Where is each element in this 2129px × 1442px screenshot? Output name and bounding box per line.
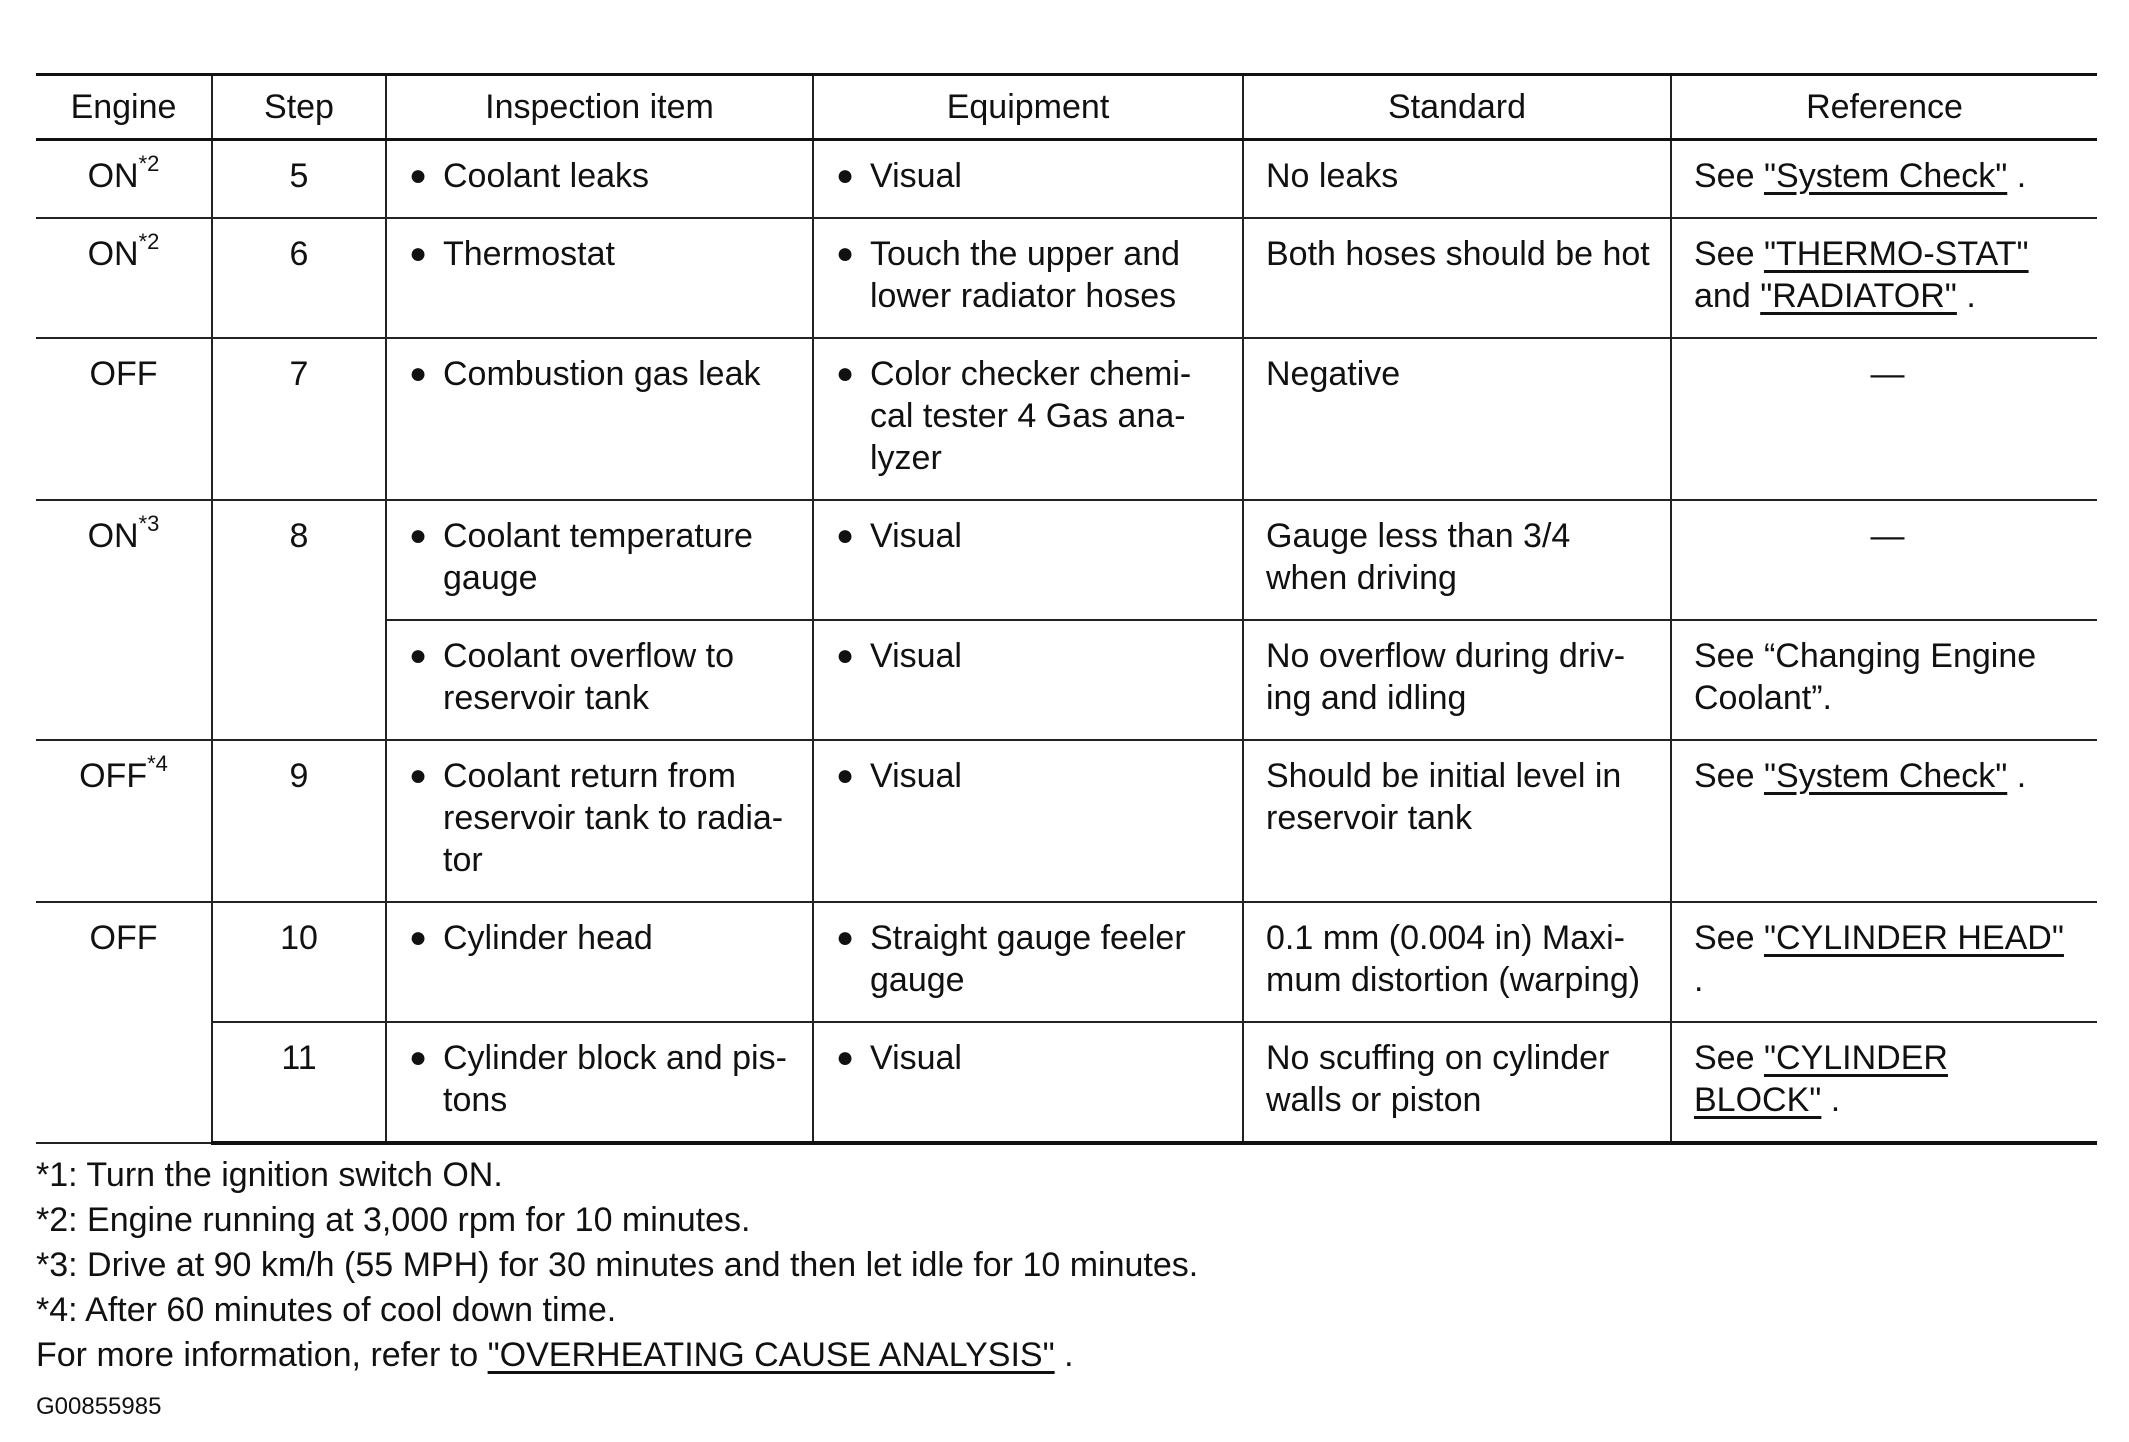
bullet-icon: ● [836,237,855,270]
step-cell: 7 [212,338,386,500]
engine-state: ON [87,157,139,195]
reference-suffix: . [2007,157,2027,195]
more-info-line [36,1333,2097,1378]
footnote-3: *3: Drive at 90 km/h (55 MPH) for 30 minutes and then let idle for 10 minutes. [36,1246,1199,1284]
engine-cell [36,218,212,338]
header-reference: Reference [1671,75,2097,140]
table-row [36,740,2097,902]
table-row [36,338,2097,500]
equipment-text: Touch the upper and lower radiator hoses [870,235,1181,315]
step-cell: 11 [212,1022,386,1143]
bullet-icon: ● [836,921,855,954]
reference-link[interactable]: "System Check" [1763,157,2008,195]
inspection-text: Coolant return from reservoir tank to radia-tor [443,757,784,879]
engine-cell [36,338,212,500]
equipment-cell [813,500,1243,620]
reference-prefix: See [1694,919,1764,957]
bullet-icon: ● [409,159,428,192]
step-cell: 9 [212,740,386,902]
bullet-icon: ● [409,759,428,792]
inspection-table [36,73,2097,1145]
document [36,73,2097,1422]
bullet-icon: ● [836,1041,855,1074]
reference-suffix: . [1694,961,1704,999]
table-row [36,500,2097,620]
equipment-text: Visual [870,1039,962,1077]
bullet-icon: ● [836,357,855,390]
engine-state: OFF [79,757,148,795]
equipment-text: Visual [870,157,962,195]
equipment-text: Visual [870,757,962,795]
reference-cell [1671,740,2097,902]
equipment-cell [813,740,1243,902]
reference-cell [1671,140,2097,219]
inspection-text: Cylinder block and pis-tons [443,1039,787,1119]
bullet-icon: ● [409,639,428,672]
reference-prefix: See [1694,1039,1764,1077]
figure-id: G00855985 [36,1393,162,1420]
inspection-cell [386,218,813,338]
standard-cell: No leaks [1243,140,1671,219]
equipment-cell [813,902,1243,1022]
inspection-text: Cylinder head [443,919,653,957]
reference-cell [1671,1022,2097,1143]
overheating-analysis-link[interactable]: "OVERHEATING CAUSE ANALYSIS" [487,1336,1055,1374]
equipment-cell [813,1022,1243,1143]
bullet-icon: ● [409,1041,428,1074]
more-info-suffix: . [1054,1336,1074,1374]
inspection-text: Combustion gas leak [443,355,761,393]
standard-cell: No overflow during driv-ing and idling [1243,620,1671,740]
equipment-cell [813,620,1243,740]
reference-prefix: See [1694,157,1764,195]
equipment-cell [813,218,1243,338]
standard-cell: 0.1 mm (0.004 in) Maxi-mum distortion (warping) [1243,902,1671,1022]
header-inspection-item: Inspection item [386,75,813,140]
reference-link-thermostat[interactable]: "THERMO-STAT" [1763,235,2029,273]
reference-cell [1671,218,2097,338]
standard-cell: No scuffing on cylinder walls or piston [1243,1022,1671,1143]
table-header-row [36,75,2097,140]
reference-prefix: See [1694,757,1764,795]
more-info-prefix: For more information, refer to [36,1336,488,1374]
bullet-icon: ● [836,159,855,192]
equipment-text: Straight gauge feeler gauge [870,919,1186,999]
reference-cell [1671,902,2097,1022]
reference-cell: — [1671,338,2097,500]
standard-cell: Gauge less than 3/4 when driving [1243,500,1671,620]
engine-state: OFF [89,355,158,393]
footnote-mark: *2 [138,150,160,176]
inspection-text: Thermostat [443,235,615,273]
standard-cell: Negative [1243,338,1671,500]
bullet-icon: ● [836,519,855,552]
engine-cell [36,500,212,740]
equipment-cell [813,140,1243,219]
equipment-text: Visual [870,517,962,555]
footnote-mark: *3 [138,510,160,536]
equipment-text: Visual [870,637,962,675]
engine-state: ON [87,517,139,555]
bullet-icon: ● [409,921,428,954]
table-row [36,1022,2097,1143]
engine-cell [36,740,212,902]
inspection-cell [386,902,813,1022]
engine-cell [36,140,212,219]
inspection-cell [386,140,813,219]
engine-state: OFF [89,919,158,957]
bullet-icon: ● [409,357,428,390]
engine-cell [36,902,212,1143]
reference-link[interactable]: "CYLINDER HEAD" [1763,919,2064,957]
bullet-icon: ● [836,639,855,672]
header-step: Step [212,75,386,140]
table-row [36,902,2097,1022]
inspection-cell [386,500,813,620]
reference-link[interactable]: "CYLINDER BLOCK" [1694,1039,1948,1119]
footnote-mark: *2 [138,228,160,254]
reference-prefix: See [1694,235,1764,273]
footnote-mark: *4 [147,750,168,776]
footnote-1: *1: Turn the ignition switch ON. [36,1156,503,1194]
inspection-text: Coolant temperature gauge [443,517,753,597]
step-cell: 8 [212,500,386,740]
reference-cell: See “Changing Engine Coolant”. [1671,620,2097,740]
inspection-cell [386,1022,813,1143]
footnote-2: *2: Engine running at 3,000 rpm for 10 minutes. [36,1201,751,1239]
header-equipment: Equipment [813,75,1243,140]
inspection-cell [386,338,813,500]
equipment-text: Color checker chemi-cal tester 4 Gas ana-lyzer [870,355,1192,477]
inspection-cell [386,740,813,902]
footnotes [36,1153,2097,1378]
inspection-text: Coolant leaks [443,157,650,195]
step-cell: 5 [212,140,386,219]
reference-suffix: . [2007,757,2027,795]
reference-connector: and [1694,277,1761,315]
standard-cell: Should be initial level in reservoir tank [1243,740,1671,902]
equipment-cell [813,338,1243,500]
bullet-icon: ● [836,759,855,792]
header-engine: Engine [36,75,212,140]
reference-suffix: . [1821,1081,1841,1119]
bullet-icon: ● [409,237,428,270]
reference-link-radiator[interactable]: "RADIATOR" [1760,277,1957,315]
reference-cell: — [1671,500,2097,620]
reference-suffix: . [1956,277,1976,315]
step-cell: 6 [212,218,386,338]
bullet-icon: ● [409,519,428,552]
inspection-text: Coolant overflow to reservoir tank [443,637,735,717]
reference-link[interactable]: "System Check" [1763,757,2008,795]
header-standard: Standard [1243,75,1671,140]
inspection-cell [386,620,813,740]
table-row [36,140,2097,219]
step-cell: 10 [212,902,386,1022]
engine-state: ON [87,235,139,273]
footnote-4: *4: After 60 minutes of cool down time. [36,1291,617,1329]
table-row [36,218,2097,338]
standard-cell: Both hoses should be hot [1243,218,1671,338]
